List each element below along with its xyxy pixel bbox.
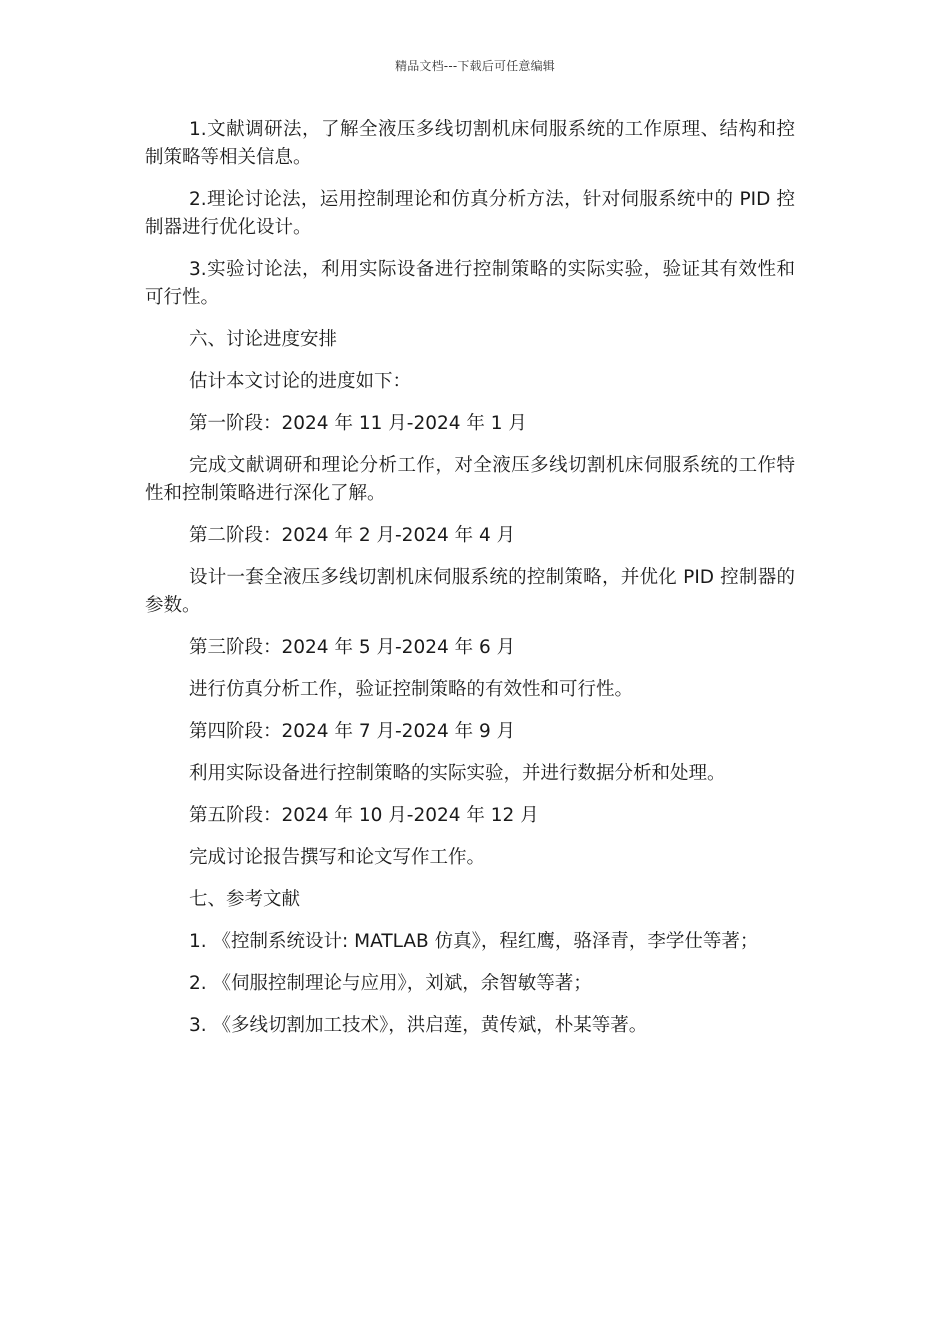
reference-item-2: 2. 《伺服控制理论与应用》，刘斌，余智敏等著；: [189, 973, 592, 994]
method-literature-research: 1.文献调研法，了解全液压多线切割机床伺服系统的工作原理、结构和控制策略等相关信息。: [145, 119, 795, 168]
stage-3-title: 第三阶段：2024 年 5 月-2024 年 6 月: [189, 637, 516, 658]
reference-item-1: 1. 《控制系统设计: MATLAB 仿真》，程红鹰，骆泽青，李学仕等著；: [189, 931, 759, 952]
stage-2-title: 第二阶段：2024 年 2 月-2024 年 4 月: [189, 525, 516, 546]
stage-4-title: 第四阶段：2024 年 7 月-2024 年 9 月: [189, 721, 516, 742]
reference-item-3: 3. 《多线切割加工技术》，洪启莲，黄传斌，朴某等著。: [189, 1015, 648, 1036]
document-body: [145, 116, 795, 1054]
stage-3-description: 进行仿真分析工作，验证控制策略的有效性和可行性。: [189, 679, 634, 700]
section-heading-schedule: 六、讨论进度安排: [189, 329, 338, 350]
stage-4-description: 利用实际设备进行控制策略的实际实验，并进行数据分析和处理。: [189, 763, 726, 784]
stage-5-title: 第五阶段：2024 年 10 月-2024 年 12 月: [189, 805, 539, 826]
schedule-intro: 估计本文讨论的进度如下：: [189, 371, 412, 392]
stage-1-title: 第一阶段：2024 年 11 月-2024 年 1 月: [189, 413, 527, 434]
stage-1-description: 完成文献调研和理论分析工作，对全液压多线切割机床伺服系统的工作特性和控制策略进行深化了解。: [145, 455, 795, 504]
method-experimental-study: 3.实验讨论法，利用实际设备进行控制策略的实际实验，验证其有效性和可行性。: [145, 259, 795, 308]
section-heading-references: 七、参考文献: [189, 889, 301, 910]
stage-5-description: 完成讨论报告撰写和论文写作工作。: [189, 847, 486, 868]
method-theoretical-study: 2.理论讨论法，运用控制理论和仿真分析方法，针对伺服系统中的 PID 控制器进行优化设计。: [145, 189, 795, 238]
page-header: 精品文档---下载后可任意编辑: [395, 59, 555, 73]
stage-2-description: 设计一套全液压多线切割机床伺服系统的控制策略，并优化 PID 控制器的参数。: [145, 567, 795, 616]
